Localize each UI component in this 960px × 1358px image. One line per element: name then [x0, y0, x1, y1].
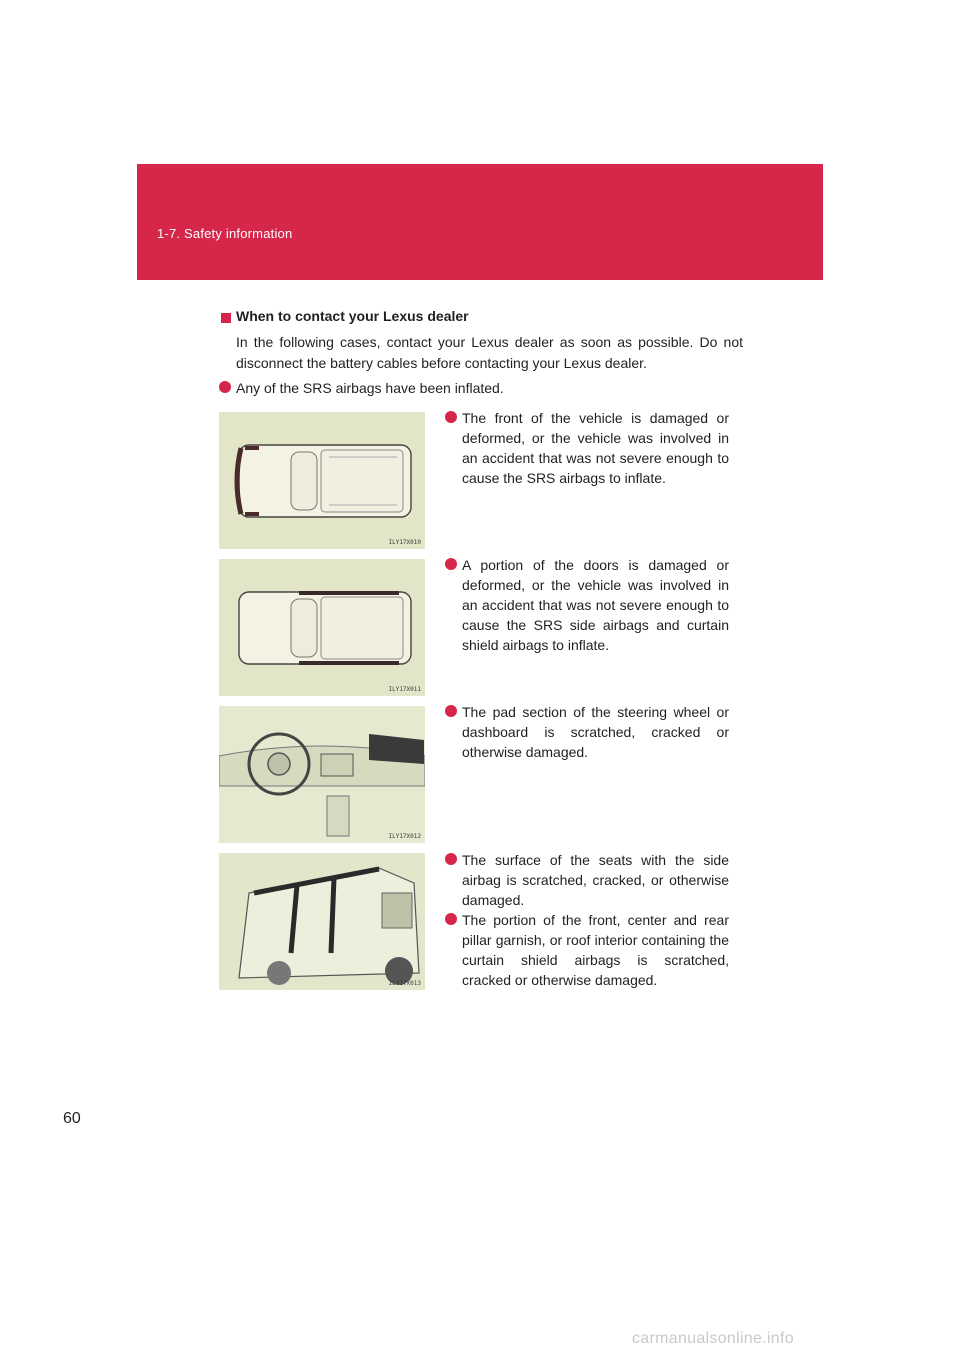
vehicle-top-view-doors-highlight-icon	[219, 559, 425, 696]
list-item	[462, 408, 729, 488]
watermark: carmanualsonline.info	[632, 1330, 794, 1347]
figure-code: ILY17X011	[388, 686, 421, 693]
bullet-icon	[445, 705, 457, 717]
list-item-text: A portion of the doors is damaged or deformed, or the vehicle was involved in an accident that was not severe enough to cause the SRS side airbags and curtain shield airbags to inflate.	[462, 557, 729, 653]
list-item-text: The surface of the seats with the side airbag is scratched, cracked, or otherwise damaged.	[462, 852, 729, 908]
bullet-icon	[445, 913, 457, 925]
list-item	[462, 910, 729, 990]
vehicle-side-cutaway-pillars-icon	[219, 853, 425, 990]
list-item	[462, 702, 729, 762]
list-item-text: Any of the SRS airbags have been inflated.	[236, 380, 504, 396]
list-item	[462, 850, 729, 910]
figure-code: ILY17X013	[388, 980, 421, 987]
figure-code: ILY17X012	[388, 833, 421, 840]
intro-paragraph: In the following cases, contact your Lexus dealer as soon as possible. Do not disconnect the battery cables before contacting your Lexus dealer.	[236, 334, 743, 371]
bullet-icon	[445, 853, 457, 865]
list-item	[236, 378, 746, 398]
bullet-icon	[445, 558, 457, 570]
figure-code: ILY17X010	[388, 539, 421, 546]
vehicle-top-view-front-highlight-icon	[219, 412, 425, 549]
list-item-text: The portion of the front, center and rear pillar garnish, or roof interior containing the curtain shield airbags is scratched, cracked or otherwise damaged.	[462, 912, 729, 988]
list-item-text: The front of the vehicle is damaged or deformed, or the vehicle was involved in an accident that was not severe enough to cause the SRS airbags to inflate.	[462, 410, 729, 486]
bullet-icon	[219, 381, 231, 393]
figure-door-damage	[219, 559, 425, 696]
figure-dashboard-damage	[219, 706, 425, 843]
header-band	[137, 164, 823, 280]
figure-seat-pillar-damage	[219, 853, 425, 990]
figure-front-damage	[219, 412, 425, 549]
list-item-text: The pad section of the steering wheel or dashboard is scratched, cracked or otherwise damaged.	[462, 704, 729, 760]
subheading: When to contact your Lexus dealer	[236, 308, 469, 324]
page-number: 60	[63, 1110, 81, 1127]
bullet-icon	[445, 411, 457, 423]
list-item	[462, 555, 729, 655]
dashboard-steering-wheel-icon	[219, 706, 425, 843]
square-bullet-icon	[221, 313, 231, 323]
section-title: 1-7. Safety information	[157, 226, 293, 241]
